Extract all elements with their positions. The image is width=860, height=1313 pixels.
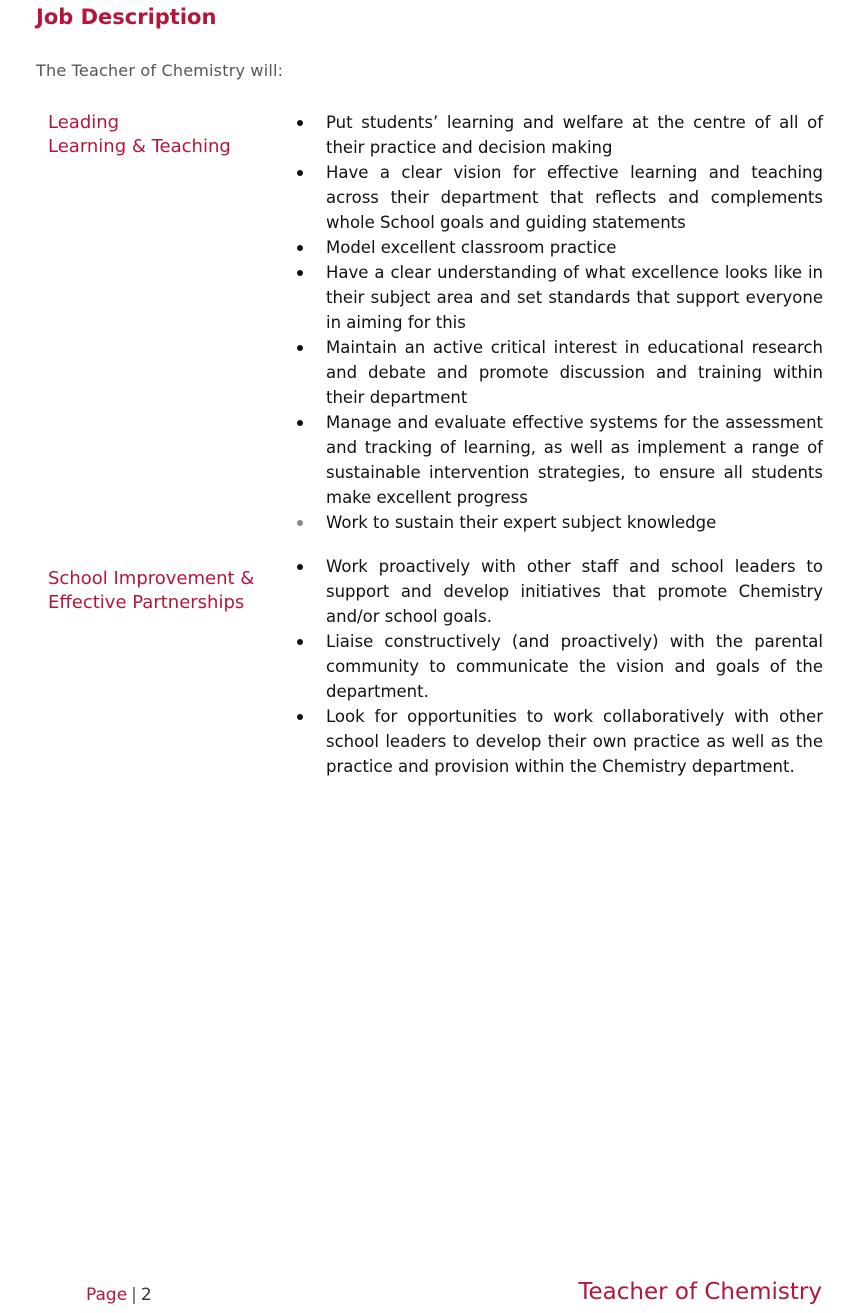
footer-separator: | xyxy=(131,1285,137,1305)
list-item xyxy=(326,260,823,335)
footer-page-value: 2 xyxy=(140,1285,152,1305)
list-item xyxy=(326,510,823,535)
section-heading-line: Effective Partnerships xyxy=(48,592,245,613)
bullet-list xyxy=(326,110,823,535)
footer-page-label: Page xyxy=(86,1285,128,1305)
bullet-icon xyxy=(297,564,303,570)
footer-page-number xyxy=(86,1285,152,1305)
list-item xyxy=(326,410,823,510)
intro-text: The Teacher of Chemistry will: xyxy=(36,61,284,80)
list-item xyxy=(326,160,823,235)
bullet-icon xyxy=(297,270,303,276)
list-item xyxy=(326,235,823,260)
bullet-icon xyxy=(297,420,303,426)
bullet-icon xyxy=(297,345,303,351)
list-item-text: Work to sustain their expert subject knowledge xyxy=(326,513,717,532)
list-item xyxy=(326,629,823,704)
section-heading-line: Learning & Teaching xyxy=(48,136,231,157)
list-item-text: Liaise constructively (and proactively) with the parental community to communicate the vision and goals of the department. xyxy=(326,632,823,701)
bullet-icon xyxy=(297,245,303,251)
list-item-text: Have a clear vision for effective learning and teaching across their department that reflects and complements whole School goals and guiding statements xyxy=(326,163,823,232)
bullet-icon xyxy=(297,520,303,526)
section-heading-line: Leading xyxy=(48,112,120,133)
list-item-text: Have a clear understanding of what excellence looks like in their subject area and set standards that support everyone in aiming for this xyxy=(326,263,823,332)
list-item-text: Work proactively with other staff and school leaders to support and develop initiatives that promote Chemistry and/or school goals. xyxy=(326,557,823,626)
footer-document-title: Teacher of Chemistry xyxy=(578,1279,822,1305)
list-item-text: Look for opportunities to work collaboratively with other school leaders to develop their own practice as well as the practice and provision within the Chemistry department. xyxy=(326,707,823,776)
page-title: Job Description xyxy=(36,5,217,29)
list-item-text: Manage and evaluate effective systems for the assessment and tracking of learning, as well as implement a range of sustainable intervention strategies, to ensure all students make excellent progress xyxy=(326,413,823,507)
bullet-list xyxy=(326,554,823,779)
section-heading xyxy=(48,111,278,159)
list-item xyxy=(326,704,823,779)
section-heading xyxy=(48,567,278,615)
list-item xyxy=(326,554,823,629)
bullet-icon xyxy=(297,639,303,645)
bullet-icon xyxy=(297,120,303,126)
list-item-text: Model excellent classroom practice xyxy=(326,238,617,257)
list-item-text: Put students’ learning and welfare at the centre of all of their practice and decision making xyxy=(326,113,823,157)
list-item-text: Maintain an active critical interest in educational research and debate and promote discussion and training within their department xyxy=(326,338,823,407)
list-item xyxy=(326,110,823,160)
bullet-icon xyxy=(297,714,303,720)
list-item xyxy=(326,335,823,410)
bullet-icon xyxy=(297,170,303,176)
section-heading-line: School Improvement & xyxy=(48,568,255,589)
